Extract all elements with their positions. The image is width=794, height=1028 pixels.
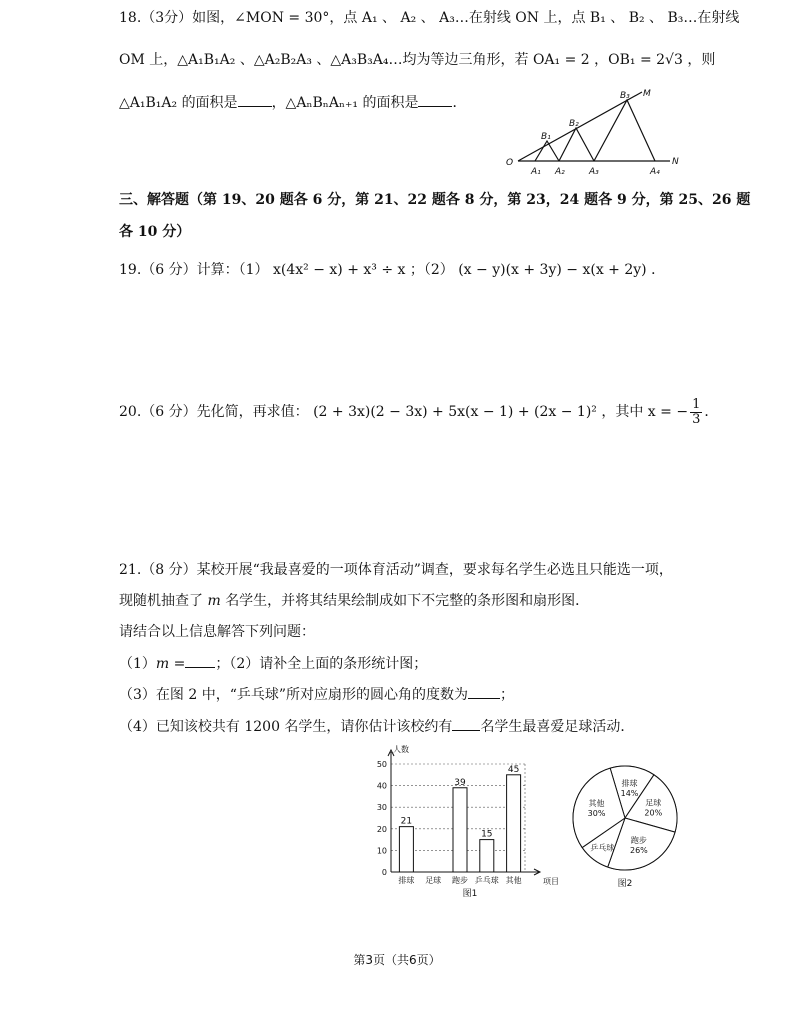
y-tick-label: 10 xyxy=(376,846,387,856)
label-b2: B₂ xyxy=(569,119,579,129)
q21-line-5-part2: ； xyxy=(500,687,515,703)
label-a1: A₁ xyxy=(531,167,541,177)
x-tick-label: 排球 xyxy=(398,876,415,885)
q20-fraction xyxy=(690,398,702,427)
y-axis-label: 人数 xyxy=(393,745,409,754)
q18-line-2: OM 上，△A₁B₁A₂ 、△A₂B₂A₃ 、△A₃B₃A₄…均为等边三角形，若 OA₁ = 2 ，OB₁ = 2√3 ，则 xyxy=(119,52,716,68)
section-3-heading-line-2: 各 10 分） xyxy=(119,224,191,240)
bar-value-label: 39 xyxy=(454,777,466,788)
q21-line-4-part2: ；（2）请补全上面的条形统计图； xyxy=(215,656,428,672)
chart-title: 图1 xyxy=(462,889,478,899)
pie-slice-label: 排球 xyxy=(621,779,638,789)
q21-var-m: m xyxy=(207,593,221,609)
x-axis-label: 项目 xyxy=(543,877,559,886)
bar-0 xyxy=(399,827,413,872)
triangle-1 xyxy=(535,141,559,161)
q18-line-3 xyxy=(119,92,466,113)
figure-18 xyxy=(500,84,690,179)
label-m: M xyxy=(643,89,651,99)
q21-line-5-part1: （3）在图 2 中，“乒乓球”所对应扇形的圆心角的度数为 xyxy=(119,687,469,703)
q18-line-1: 18.（3分）如图，∠MON = 30°，点 A₁ 、 A₂ 、 A₃…在射线 ON 上，点 B₁ 、 B₂ 、 B₃…在射线 xyxy=(119,10,740,26)
q18-line-3-part3: ． xyxy=(452,95,467,111)
q21-line-4 xyxy=(119,653,427,674)
pie-slice-label: 乒乓球 xyxy=(590,843,615,853)
answer-blank xyxy=(185,653,215,668)
q20-tail: ． xyxy=(704,404,719,420)
pie-slice-percent: 26% xyxy=(629,845,648,855)
q18-line-3-part1: △A₁B₁A₂ 的面积是 xyxy=(119,95,238,111)
x-tick-label: 足球 xyxy=(425,876,442,885)
q21-line-5 xyxy=(119,684,514,705)
pie-slice-label: 足球 xyxy=(645,798,662,808)
answer-blank xyxy=(468,684,500,699)
bar-chart-figure-1 xyxy=(355,742,565,900)
x-tick-label: 其他 xyxy=(505,876,522,885)
label-a2: A₂ xyxy=(555,167,565,177)
q21-line-2-part1: 现随机抽查了 xyxy=(119,593,203,609)
pie-slice-percent: 30% xyxy=(587,808,606,818)
answer-blank xyxy=(452,716,480,731)
label-b3: B₃ xyxy=(620,91,630,101)
q21-line-6 xyxy=(119,716,634,737)
bar-value-label: 21 xyxy=(400,816,413,827)
q18-line-3-part2: ，△AₙBₙAₙ₊₁ 的面积是 xyxy=(271,95,419,111)
y-tick-label: 30 xyxy=(376,803,387,813)
page-footer: 第3页（共6页） xyxy=(353,953,441,967)
q21-line-4-part1: （1） xyxy=(119,656,156,672)
label-n: N xyxy=(672,157,679,167)
bar-3 xyxy=(480,840,494,872)
pie-slice-label: 其他 xyxy=(588,798,605,808)
y-tick-label: 50 xyxy=(376,760,387,769)
triangle-3 xyxy=(594,100,655,161)
q20-text: 20.（6 分）先化简，再求值： (2 + 3x)(2 − 3x) + 5x(x − 1) + (2x − 1)² ，其中 x = − xyxy=(119,404,689,420)
q21-line-3: 请结合以上信息解答下列问题： xyxy=(119,624,315,640)
q19-text: 19.（6 分）计算：（1） x(4x² − x) + x³ ÷ x ；（2） (x − y)(x + 3y) − x(x + 2y) ． xyxy=(119,262,666,278)
x-tick-label: 乒乓球 xyxy=(474,876,499,885)
pie-slice-label: 跑步 xyxy=(630,835,647,845)
bar-value-label: 45 xyxy=(507,764,520,775)
triangle-2 xyxy=(559,128,594,161)
y-tick-label: 40 xyxy=(376,781,387,791)
y-tick-label: 0 xyxy=(381,868,387,877)
bar-4 xyxy=(507,775,521,872)
y-tick-label: 20 xyxy=(376,824,387,834)
q21-line-1: 21.（8 分）某校开展“我最喜爱的一项体育活动”调查，要求每名学生必选且只能选一项， xyxy=(119,562,673,578)
answer-blank xyxy=(238,92,272,107)
chart-title: 图2 xyxy=(617,879,633,889)
q21-line-6-part2: 名学生最喜爱足球活动． xyxy=(480,719,635,735)
section-3-heading-line-1: 三、解答题（第 19、20 题各 6 分，第 21、22 题各 8 分，第 23，24 题各 9 分，第 25、26 题 xyxy=(119,192,751,208)
q20-fraction-den: 3 xyxy=(692,411,701,427)
q21-line-2 xyxy=(119,591,589,611)
q20-fraction-num: 1 xyxy=(692,396,701,412)
answer-blank xyxy=(418,92,452,107)
pie-slice-percent: 14% xyxy=(620,789,639,799)
pie-chart-figure-2 xyxy=(565,760,685,892)
label-a3: A₃ xyxy=(589,167,599,177)
q21-line-2-part2: 名学生，并将其结果绘制成如下不完整的条形图和扇形图． xyxy=(225,593,590,609)
bar-2 xyxy=(453,788,467,872)
label-b1: B₁ xyxy=(541,132,551,142)
q21-m-equals: m = xyxy=(155,656,186,672)
label-o: O xyxy=(506,158,514,168)
ray-om xyxy=(518,92,642,161)
label-a4: A₄ xyxy=(650,167,660,177)
pie-slice-percent: 20% xyxy=(644,808,663,818)
q21-line-6-part1: （4）已知该校共有 1200 名学生，请你估计该校约有 xyxy=(119,719,453,735)
bar-value-label: 15 xyxy=(481,829,493,840)
q20 xyxy=(119,394,718,430)
x-tick-label: 跑步 xyxy=(452,876,468,885)
